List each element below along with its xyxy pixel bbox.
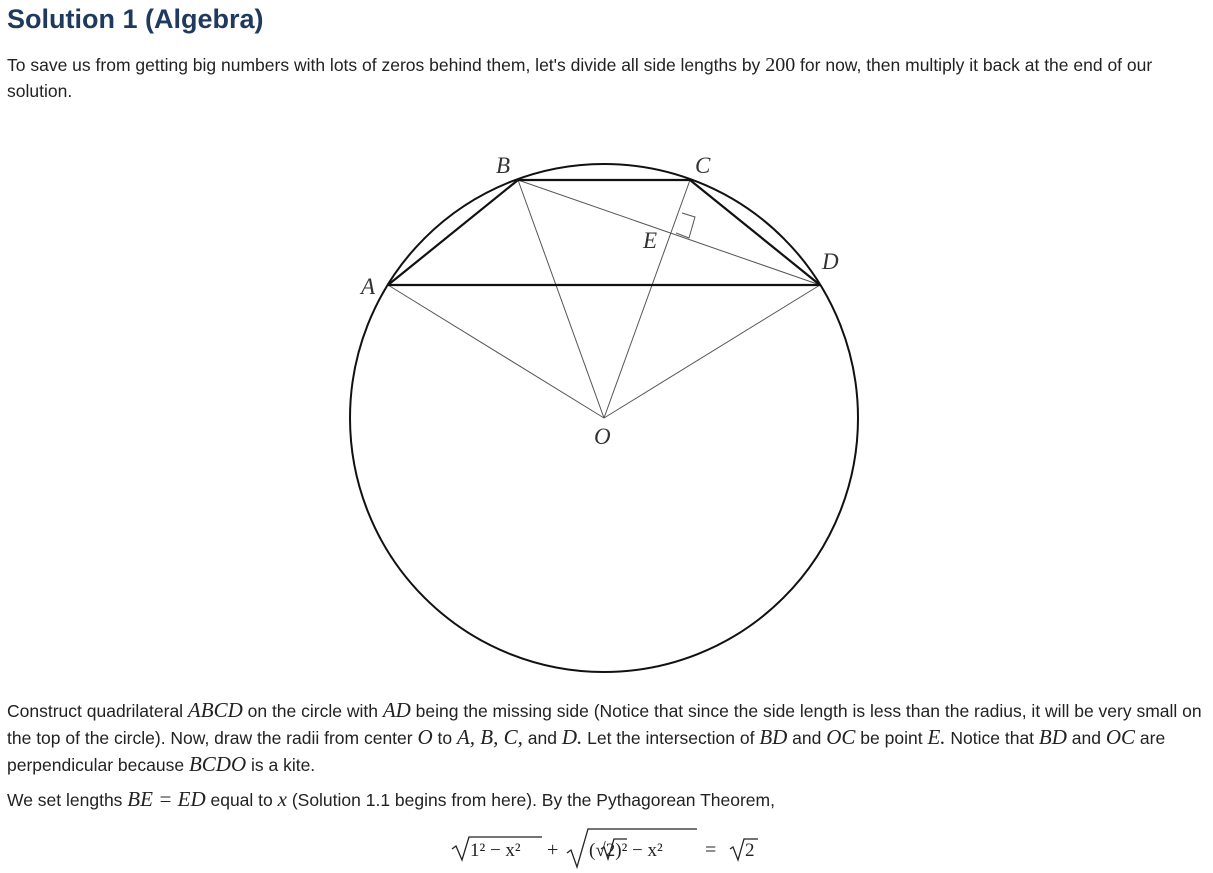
eq-term1: 1² − x²: [470, 840, 521, 861]
math-OC: OC: [1105, 725, 1136, 749]
right-angle-marker: [676, 213, 695, 238]
text: being the missing side (Notice that since the side length is less than the radius, it will be very small on the top of the circle). Now, draw the radii from center: [7, 701, 1202, 748]
label-B: B: [496, 153, 511, 178]
math-OC: OC: [826, 725, 856, 749]
radius-OC: [604, 180, 690, 418]
math-E: E.: [927, 725, 946, 749]
intro-text-2: for now, then multiply it back at the end of our solution.: [7, 55, 1153, 101]
segment-BD: [518, 180, 820, 285]
math-ABC: A, B, C,: [456, 725, 523, 749]
text: (Solution 1.1 begins from here). By the Pythagorean Theorem,: [286, 790, 775, 810]
label-A: A: [361, 274, 376, 299]
label-C: C: [695, 153, 711, 178]
intro-paragraph: [7, 52, 1202, 104]
math-BD: BD: [1038, 725, 1067, 749]
text: and: [522, 728, 562, 748]
text: to: [432, 728, 457, 748]
math-BE-ED: BE = ED: [127, 787, 206, 811]
side-CD: [690, 180, 820, 285]
text: equal to: [205, 790, 278, 810]
label-E: E: [643, 228, 658, 253]
text: and: [787, 728, 827, 748]
label-O: O: [594, 424, 611, 449]
label-D: D: [822, 249, 839, 274]
intro-text-1: To save us from getting big numbers with lots of zeros behind them, let's divide all side lengths by: [7, 55, 766, 75]
math-x: x: [277, 787, 287, 811]
math-O: O: [417, 725, 433, 749]
text: Construct quadrilateral: [7, 701, 188, 721]
text: be point: [855, 728, 928, 748]
side-AB: [388, 180, 518, 285]
math-BCDO: BCDO: [188, 752, 247, 776]
circle-diagram: [340, 145, 870, 680]
eq-rhs: 2: [745, 840, 755, 861]
section-heading: Solution 1 (Algebra): [7, 4, 264, 34]
text: is a kite.: [246, 755, 316, 775]
pythagoras-paragraph: [7, 786, 1202, 813]
text: Let the intersection of: [582, 728, 760, 748]
radius-OB: [518, 180, 604, 418]
math-D: D.: [561, 725, 583, 749]
equation: [0, 823, 1213, 871]
eq-equals: =: [705, 839, 717, 861]
radius-OA: [388, 285, 604, 418]
math-BD: BD: [759, 725, 788, 749]
eq-plus: +: [547, 839, 559, 861]
text: Notice that: [945, 728, 1039, 748]
math-200: 200: [765, 54, 796, 76]
text: and: [1066, 728, 1106, 748]
math-ABCD: ABCD: [187, 698, 243, 722]
construction-paragraph: [7, 697, 1202, 778]
math-AD: AD: [382, 698, 411, 722]
eq-term2: (√2)² − x²: [589, 840, 663, 861]
radius-OD: [604, 285, 820, 418]
text: We set lengths: [7, 790, 128, 810]
text: on the circle with: [242, 701, 383, 721]
text: are perpendicular because: [7, 728, 1166, 775]
